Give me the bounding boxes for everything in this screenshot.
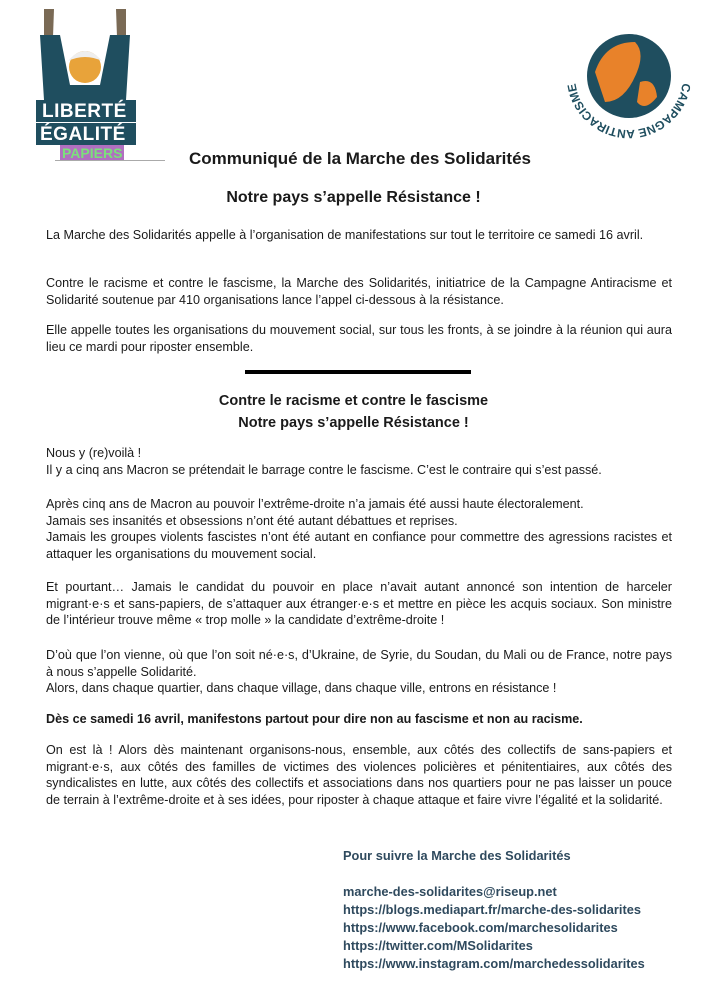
footer-heading: Pour suivre la Marche des Solidarités [343,848,571,863]
page-title: Communiqué de la Marche des Solidarités [189,149,531,168]
bold-call-to-action: Dès ce samedi 16 avril, manifestons partout pour dire non au fascisme et non au racisme. [46,712,583,726]
appeal-heading-line-2: Notre pays s’appelle Résistance ! [238,415,469,431]
logo-line-egalite: ÉGALITÉ [40,124,126,145]
appeal-paragraph-5: On est là ! Alors dès maintenant organisons-nous, ensemble, aux côtés des collectifs de sans-papiers et migrant·e·s, aux côtés des familles de victimes des violences policières et pénitentiaires, aux côtés des syndicalistes en lutte, aux côtés des collectifs et associations dans nos quartiers pour ne pas laisser un pouce de terrain à l’extrême-droite et à ses idées, pour riposter à chaque attaque et faire vivre l’égalité et la solidarité. [46,743,672,807]
section-separator [245,370,471,374]
facebook-link[interactable]: https://www.facebook.com/marchesolidarites [343,920,618,935]
appeal-heading [0,390,707,434]
intro-paragraph-1: La Marche des Solidarités appelle à l’organisation de manifestations sur tout le territoire ce samedi 16 avril. [46,228,644,242]
appeal-paragraph-2 [46,496,672,562]
page-subtitle: Notre pays s’appelle Résistance ! [226,189,481,206]
footer-links [343,883,645,973]
text-line: Nous y (re)voilà ! [46,446,142,460]
text-line: Après cinq ans de Macron au pouvoir l’extrême-droite n’a jamais été aussi haute électoralement. [46,497,584,511]
logo-line-papiers: PAPIERS [62,145,123,161]
text-line: Il y a cinq ans Macron se prétendait le barrage contre le fascisme. C’est le contraire qui s’est passé. [46,462,602,477]
logo-line-liberte: LIBERTÉ [42,101,127,122]
mediapart-link[interactable]: https://blogs.mediapart.fr/marche-des-solidarites [343,902,641,917]
appeal-paragraph-4 [46,647,672,697]
appeal-paragraph-3: Et pourtant… Jamais le candidat du pouvoir en place n’avait autant annoncé son intention de harceler migrant·e·s et sans-papiers, de s’attaquer aux étranger·e·s et mettre en pièce les acquis sociaux. Son ministre de l’intérieur trouve même « trop molle » la candidate d’extrême-droite ! [46,580,672,628]
text-line: Jamais ses insanités et obsessions n’ont été autant débattues et reprises. [46,513,458,528]
instagram-link[interactable]: https://www.instagram.com/marchedessolidarites [343,956,645,971]
email-link[interactable]: marche-des-solidarites@riseup.net [343,884,557,899]
liberte-egalite-papiers-logo [30,5,158,163]
header-divider [55,160,165,161]
text-line: Jamais les groupes violents fascistes n’ont été autant en confiance pour commettre des agressions racistes et attaquer les organisations du mouvement social. [46,530,672,561]
appeal-heading-line-1: Contre le racisme et contre le fascisme [218,393,489,409]
intro-paragraph-3: Elle appelle toutes les organisations du mouvement social, sur tous les fronts, à se joindre à la réunion qui aura lieu ce mardi pour riposter ensemble. [46,323,672,354]
campagne-antiracisme-logo [565,12,693,140]
fist-globe-icon [565,12,693,140]
text-line: Alors, dans chaque quartier, dans chaque village, dans chaque ville, entrons en résistance ! [46,681,557,696]
appeal-paragraph-1 [46,445,672,478]
logo-ring-text: CAMPAGNE ANTIRACISME [565,82,693,140]
intro-paragraph-2: Contre le racisme et contre le fascisme, la Marche des Solidarités, initiatrice de la Campagne Antiracisme et Solidarité soutenue par 410 organisations lance l’appel ci-dessous à la résistance. [46,276,672,307]
twitter-link[interactable]: https://twitter.com/MSolidarites [343,938,533,953]
text-line: D’où que l’on vienne, où que l’on soit né·e·s, d’Ukraine, de Syrie, du Soudan, du Mali ou de France, notre pays à nous s’appelle Solidarité. [46,648,672,679]
